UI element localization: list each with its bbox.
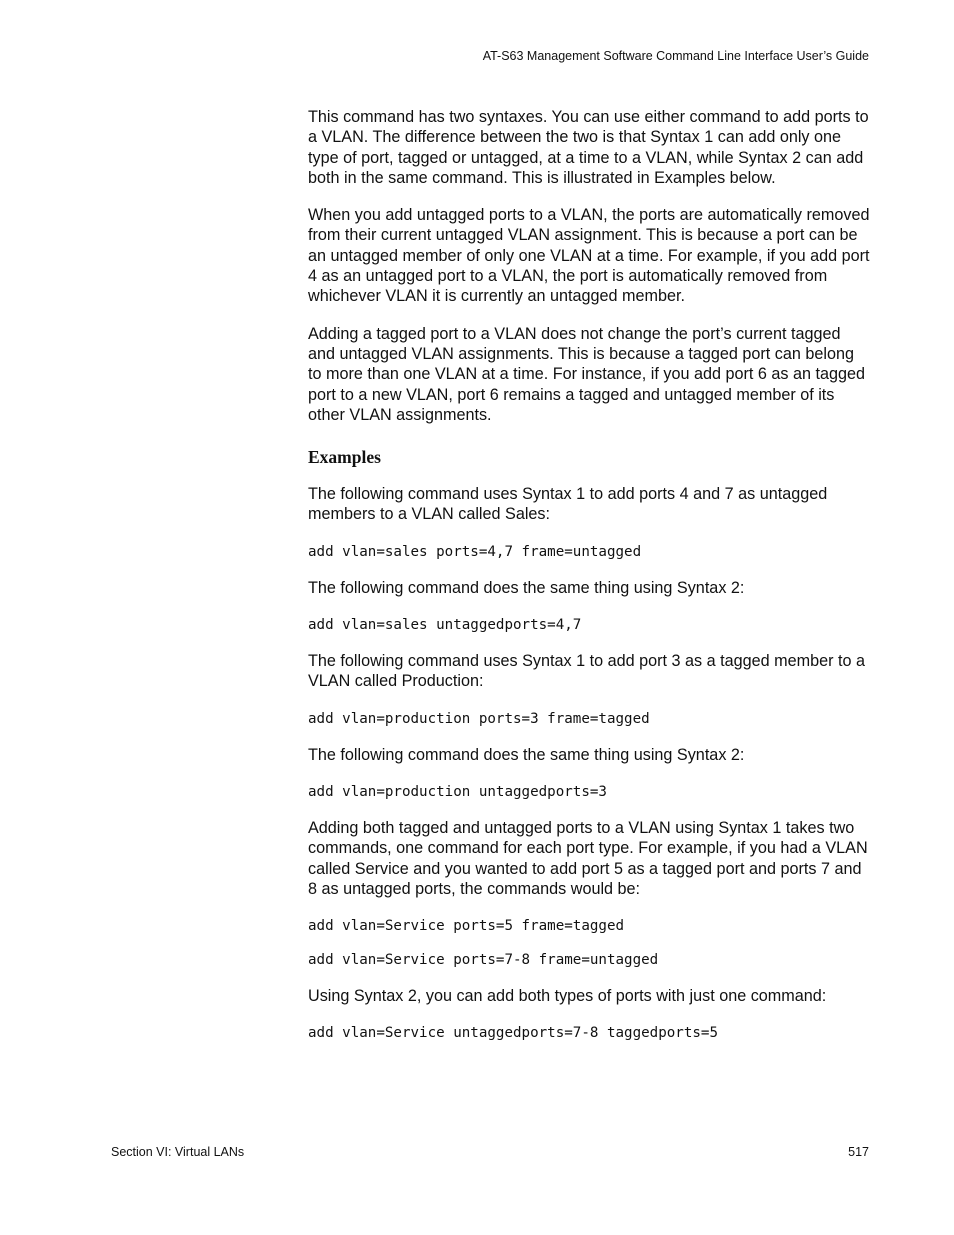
example-2-text: The following command does the same thing using Syntax 2: [308,578,745,597]
example-6-code: add vlan=Service untaggedports=7-8 taggedports=5 [308,1025,718,1042]
example-1-code: add vlan=sales ports=4,7 frame=untagged [308,543,642,560]
main-content [308,107,870,1059]
example-3-text: The following command uses Syntax 1 to add port 3 as a tagged member to a VLAN called Production: [308,652,865,691]
example-5-code-1: add vlan=Service ports=5 frame=tagged [308,918,625,935]
example-3-code: add vlan=production ports=3 frame=tagged [308,710,650,727]
example-6-text: Using Syntax 2, you can add both types of ports with just one command: [308,987,827,1006]
running-header: AT-S63 Management Software Command Line Interface User’s Guide [482,49,869,63]
footer-page-number: 517 [848,1145,869,1159]
paragraph-untagged-ports: When you add untagged ports to a VLAN, the ports are automatically removed from their current untagged VLAN assignment. This is because a port can be an untagged member of only one VLAN at a time. For example, if you add port 4 as an untagged port to a VLAN, the port is automatically removed from whichever VLAN it is currently an untagged member. [308,206,870,306]
example-4-text: The following command does the same thing using Syntax 2: [308,745,745,764]
examples-heading: Examples [308,447,381,468]
example-2-code: add vlan=sales untaggedports=4,7 [308,617,582,634]
paragraph-tagged-ports: Adding a tagged port to a VLAN does not change the port’s current tagged and untagged VLAN assignments. This is because a tagged port can belong to more than one VLAN at a time. For instance, if you add port 6 as an tagged port to a new VLAN, port 6 remains a tagged and untagged member of its other VLAN assignments. [308,324,865,424]
example-5-code-2: add vlan=Service ports=7-8 frame=untagged [308,952,659,969]
example-1-text: The following command uses Syntax 1 to add ports 4 and 7 as untagged members to a VLAN called Sales: [308,485,828,524]
paragraph-syntaxes: This command has two syntaxes. You can use either command to add ports to a VLAN. The difference between the two is that Syntax 1 can add only one type of port, tagged or untagged, at a time to a VLAN, while Syntax 2 can add both in the same command. This is illustrated in Examples below. [308,108,869,187]
footer-section: Section VI: Virtual LANs [111,1145,245,1159]
example-4-code: add vlan=production untaggedports=3 [308,783,607,800]
example-5-text: Adding both tagged and untagged ports to a VLAN using Syntax 1 takes two commands, one command for each port type. For example, if you had a VLAN called Service and you wanted to add port 5 as a tagged port and ports 7 and 8 as untagged ports, the commands would be: [308,818,868,898]
